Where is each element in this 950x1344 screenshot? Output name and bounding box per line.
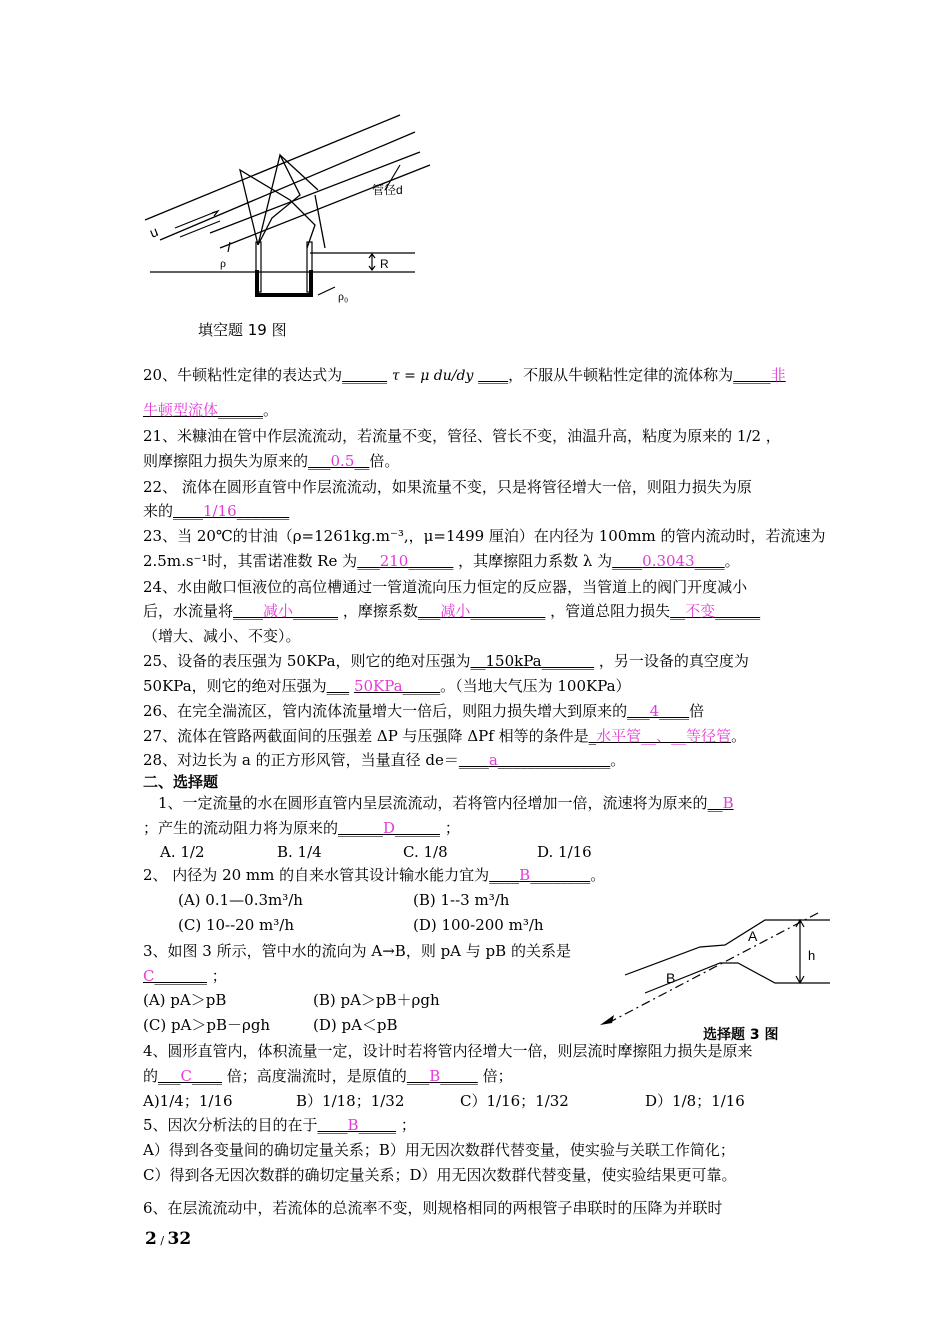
c2-opt-b: (B) 1--3 m³/h [413,891,510,909]
c1-text-b: ；产生的流动阻力将为原来的 [143,819,339,837]
c4-line2: 的___C____ 倍；高度湍流时，是原值的___B_____ 倍； [143,1067,513,1085]
q20-line2: 牛顿型流体______。 [143,401,279,419]
c5-answer: B [347,1116,359,1134]
q24-line3: （增大、减小、不变）。 [143,627,301,645]
fig19-diagram [140,110,440,320]
c1-line1: 1、一定流量的水在圆形直管内呈层流流动，若将管内径增加一倍，流速将为原来的__B [158,794,734,812]
c3-opt-b: (B) pA＞pB＋ρgh [313,991,440,1009]
c1-line2: ；产生的流动阻力将为原来的______D______ ； [143,819,460,837]
q27-answer-2: 等径管 [686,727,732,745]
q26-answer: 4 [649,702,660,720]
q24-text-b: ，摩擦系数 [342,602,418,620]
c1-opt-c: C. 1/8 [403,843,448,861]
q22-text-a: 来的 [143,502,174,520]
q24-answer-3: 不变 [685,602,716,620]
c1-answer-2: D [383,819,396,837]
q26-text-a: 26、在完全湍流区，管内流体流量增大一倍后，则阻力损失增大到原来的 [143,702,628,720]
q22-line2: 来的____1/16_______ [143,502,290,520]
c3-opt-c: (C) pA＞pB－ρgh [143,1016,271,1034]
q23-line1: 23、当 20℃的甘油（ρ=1261kg.m⁻³,，μ=1499 厘泊）在内径为 100mm 的管内流动时，若流速为 [143,527,826,545]
c4-answer-2: B [429,1067,441,1085]
c2-answer: B [519,866,531,884]
q21-line1: 21、米糠油在管中作层流流动，若流量不变，管径、管长不变，油温升高，粘度为原来的 1/2 ， [143,427,781,445]
c1-opt-d: D. 1/16 [537,843,592,861]
q24-line2: 后，水流量将____减小______ ，摩擦系数___减小__________ ，管道总阻力损失__不变______ [143,602,761,620]
c4-opt-a: A)1/4；1/16 [143,1092,233,1110]
c4-text-a: 的 [143,1067,159,1085]
q24-text-c: ，管道总阻力损失 [550,602,671,620]
q20-answer-1: 非 [770,366,786,384]
c3-opt-d: (D) pA＜pB [313,1016,398,1034]
fig19-label-rho: ρ [220,256,226,270]
page-current: 2 [145,1229,157,1249]
q23-text-a: 2.5m.s⁻¹时，其雷诺准数 Re 为 [143,552,358,570]
q24-answer-1: 减小 [263,602,294,620]
c1-text-c: ； [444,819,460,837]
q20-line1: 20、牛顿粘性定律的表达式为______ τ = μ du/dy ____，不服从牛顿粘性定律的流体称为_____非 [143,366,786,384]
c5-line1: 5、因次分析法的目的在于____B_____ ； [143,1116,416,1134]
c2-opt-c: (C) 10--20 m³/h [178,916,294,934]
c5-line3: C）得到各无因次数群的确切定量关系；D）用无因次数群代替变量，使实验结果更可靠。 [143,1166,737,1184]
fig19-label-pipe: 管径d [372,183,403,197]
q26-text-b: 倍 [689,702,705,720]
c4-line1: 4、圆形直管内，体积流量一定，设计时若将管内径增大一倍，则层流时摩擦阻力损失是原来 [143,1042,753,1060]
c2-opt-d: (D) 100-200 m³/h [413,916,544,934]
fig3-label-a: A [748,928,758,944]
c1-opt-a: A. 1/2 [160,843,205,861]
c1-opt-b: B. 1/4 [277,843,322,861]
c3-line1: 3、如图 3 所示，管中水的流向为 A→B，则 pA 与 pB 的关系是 [143,942,571,960]
c4-text-c: 倍； [482,1067,513,1085]
q21-text-b: 倍。 [369,452,400,470]
fig19-label-R: R [380,257,389,271]
c5-line2: A）得到各变量间的确切定量关系；B）用无因次数群代替变量，使实验与关联工作简化； [143,1141,735,1159]
page-number [145,1229,191,1251]
q25-answer-1: 150kPa [485,652,542,670]
q20-formula: τ = μ du/dy [391,368,474,384]
q22-line1: 22、 流体在圆形直管中作层流流动，如果流量不变，只是将管径增大一倍，则阻力损失为原 [143,478,752,496]
q27-line: 27、流体在管路两截面间的压强差 ΔP 与压强降 ΔPf 相等的条件是_水平管__、__等径管。 [143,727,747,745]
q25-line1: 25、设备的表压强为 50KPa，则它的绝对压强为__150kPa_______ ，另一设备的真空度为 [143,652,749,670]
q25-text-d: 。（当地大气压为 100KPa） [440,677,631,695]
q27-answer-1: 水平管 [596,727,642,745]
q25-answer-2: 50KPa [353,677,403,695]
c4-opt-c: C）1/16；1/32 [460,1092,569,1110]
c3-answer: C [143,967,155,985]
c1-answer-1: B [722,794,734,812]
c6-line1: 6、在层流流动中，若流体的总流率不变，则规格相同的两根管子串联时的压降为并联时 [143,1199,723,1217]
q28-answer: a [488,751,498,769]
q25-line2: 50KPa，则它的绝对压强为___ 50KPa_____。（当地大气压为 100KPa） [143,677,631,695]
c2-line1: 2、 内径为 20 mm 的自来水管其设计输水能力宜为____B________。 [143,866,606,884]
c5-text-a: 5、因次分析法的目的在于 [143,1116,318,1134]
q20-text-a: 20、牛顿粘性定律的表达式为 [143,366,343,384]
q25-text-a: 25、设备的表压强为 50KPa，则它的绝对压强为 [143,652,471,670]
q23-text-b: ，其摩擦阻力系数 λ 为 [458,552,613,570]
q23-line2: 2.5m.s⁻¹时，其雷诺准数 Re 为___210______ ，其摩擦阻力系数 λ 为____0.3043____。 [143,552,740,570]
q23-answer-2: 0.3043 [642,552,695,570]
q28-text-a: 28、对边长为 a 的正方形风管，当量直径 de＝ [143,751,459,769]
q24-text-a: 后，水流量将 [143,602,234,620]
c4-answer-1: C [180,1067,192,1085]
fig19-label-u: u [147,223,161,241]
q25-text-b: ，另一设备的真空度为 [598,652,749,670]
q21-text-a: 则摩擦阻力损失为原来的 [143,452,309,470]
q20-text-b: ，不服从牛顿粘性定律的流体称为 [508,366,734,384]
q28-line: 28、对边长为 a 的正方形风管，当量直径 de＝____a_______________。 [143,751,626,769]
fig3-label-h: h [808,948,816,963]
fig19-label-rho0: ρ₀ [338,289,349,303]
c2-text-a: 2、 内径为 20 mm 的自来水管其设计输水能力宜为 [143,866,490,884]
q22-answer: 1/16 [203,502,237,520]
q25-text-c: 50KPa，则它的绝对压强为 [143,677,327,695]
q23-answer-1: 210 [379,552,409,570]
section-title: 二、选择题 [143,773,219,791]
fig3-diagram [600,905,840,1035]
c2-opt-a: (A) 0.1—0.3m³/h [178,891,303,909]
c4-opt-d: D）1/8；1/16 [645,1092,745,1110]
fig3-label-b: B [666,970,676,986]
q26-line: 26、在完全湍流区，管内流体流量增大一倍后，则阻力损失增大到原来的___4____倍 [143,702,705,720]
fig19-caption: 填空题 19 图 [198,321,287,339]
q20-answer-2: 牛顿型流体 [143,401,219,419]
page-separator: / [156,1234,168,1247]
page-total: 32 [167,1229,192,1249]
q21-answer: 0.5 [330,452,355,470]
c4-opt-b: B）1/18；1/32 [296,1092,405,1110]
c1-text-a: 1、一定流量的水在圆形直管内呈层流流动，若将管内径增加一倍，流速将为原来的 [158,794,708,812]
c3-opt-a: (A) pA＞pB [143,991,227,1009]
c5-text-b: ； [400,1116,416,1134]
q24-answer-2: 减小 [440,602,471,620]
q21-line2: 则摩擦阻力损失为原来的___0.5__倍。 [143,452,400,470]
q24-line1: 24、水由敞口恒液位的高位槽通过一管道流向压力恒定的反应器，当管道上的阀门开度减小 [143,578,748,596]
fig3-caption: 选择题 3 图 [703,1027,779,1043]
c4-text-b: 倍；高度湍流时，是原值的 [226,1067,407,1085]
q27-text-a: 27、流体在管路两截面间的压强差 ΔP 与压强降 ΔPf 相等的条件是 [143,727,589,745]
c3-line2: C_______ ； [143,967,227,985]
